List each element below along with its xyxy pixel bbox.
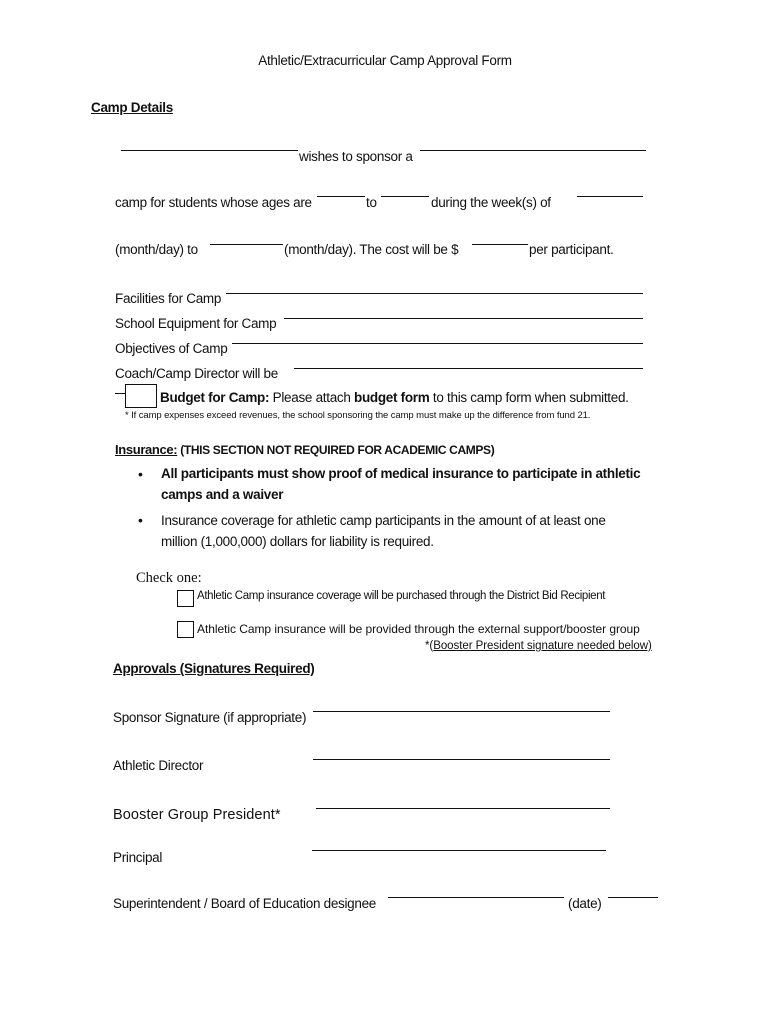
- insurance-bullet1-line2: camps and a waiver: [161, 487, 284, 502]
- week-end-field[interactable]: [210, 244, 283, 245]
- date-label: (date): [568, 896, 602, 911]
- objectives-label: Objectives of Camp: [115, 341, 228, 356]
- principal-label: Principal: [113, 850, 163, 865]
- budget-checkbox[interactable]: [125, 384, 157, 408]
- ages-label: camp for students whose ages are: [115, 195, 312, 210]
- budget-note: * If camp expenses exceed revenues, the school sponsoring the camp must make up the difference from fund 21.: [125, 410, 591, 421]
- superintendent-signature-field[interactable]: [388, 897, 564, 898]
- sponsor-signature-label: Sponsor Signature (if appropriate): [113, 710, 307, 725]
- bullet-dot: •: [138, 512, 143, 528]
- insurance-bullet2-line1: Insurance coverage for athletic camp participants in the amount of at least one: [161, 513, 606, 528]
- insurance-heading-row: [115, 442, 494, 457]
- camp-details-heading: [91, 100, 173, 115]
- sponsor-name-field[interactable]: [121, 150, 298, 151]
- budget-form-text: budget form: [354, 390, 430, 405]
- date-field[interactable]: [608, 897, 658, 898]
- month-day-to-text: (month/day) to: [115, 242, 198, 257]
- budget-text-a: Please attach: [272, 390, 351, 405]
- booster-president-label: Booster Group President*: [113, 807, 281, 823]
- director-field[interactable]: [294, 368, 643, 369]
- option2-note: [425, 640, 652, 652]
- camp-details-heading-text: Camp Details: [91, 100, 173, 115]
- director-label: Coach/Camp Director will be: [115, 366, 278, 381]
- booster-president-signature-field[interactable]: [316, 808, 610, 809]
- option2-label: Athletic Camp insurance will be provided through the external support/booster group: [197, 622, 640, 636]
- option2-note-text: Booster President signature needed below): [433, 640, 652, 652]
- option2-note-star: *(: [425, 640, 434, 652]
- ages-to-text: to: [366, 195, 377, 210]
- form-title: Athletic/Extracurricular Camp Approval Form: [258, 53, 512, 68]
- budget-row: [160, 390, 629, 405]
- facilities-field[interactable]: [226, 293, 643, 294]
- superintendent-label: Superintendent / Board of Education designee: [113, 896, 377, 911]
- approvals-heading: [113, 661, 315, 676]
- facilities-label: Facilities for Camp: [115, 291, 222, 306]
- insurance-heading: Insurance:: [115, 442, 178, 457]
- age-from-field[interactable]: [317, 196, 365, 197]
- equipment-label: School Equipment for Camp: [115, 316, 277, 331]
- approvals-heading-text: Approvals (Signatures Required): [113, 661, 315, 676]
- option1-label: Athletic Camp insurance coverage will be purchased through the District Bid Recipient: [197, 590, 606, 602]
- principal-signature-field[interactable]: [312, 850, 606, 851]
- budget-text-b: to this camp form when submitted.: [432, 390, 629, 405]
- cost-field[interactable]: [472, 244, 528, 245]
- age-to-field[interactable]: [381, 196, 429, 197]
- check-one-label: Check one:: [136, 570, 202, 586]
- cost-label: (month/day). The cost will be $: [284, 242, 459, 257]
- insurance-bullet2-line2: million (1,000,000) dollars for liability is required.: [161, 534, 434, 549]
- insurance-heading-note: (THIS SECTION NOT REQUIRED FOR ACADEMIC CAMPS): [180, 443, 495, 457]
- per-participant-text: per participant.: [529, 242, 614, 257]
- sponsor-signature-field[interactable]: [313, 711, 610, 712]
- wishes-to-sponsor-text: wishes to sponsor a: [299, 149, 413, 164]
- budget-line-stub: [115, 393, 125, 394]
- equipment-field[interactable]: [284, 318, 643, 319]
- week-start-field[interactable]: [577, 196, 643, 197]
- camp-type-field[interactable]: [420, 150, 646, 151]
- option2-checkbox[interactable]: [177, 621, 194, 638]
- budget-label: Budget for Camp:: [160, 390, 270, 405]
- athletic-director-label: Athletic Director: [113, 758, 204, 773]
- athletic-director-signature-field[interactable]: [313, 759, 610, 760]
- insurance-bullet1-line1: All participants must show proof of medical insurance to participate in athletic: [161, 466, 641, 481]
- option1-checkbox[interactable]: [177, 590, 194, 607]
- week-of-label: during the week(s) of: [431, 195, 551, 210]
- bullet-dot: •: [138, 466, 143, 482]
- objectives-field[interactable]: [232, 343, 643, 344]
